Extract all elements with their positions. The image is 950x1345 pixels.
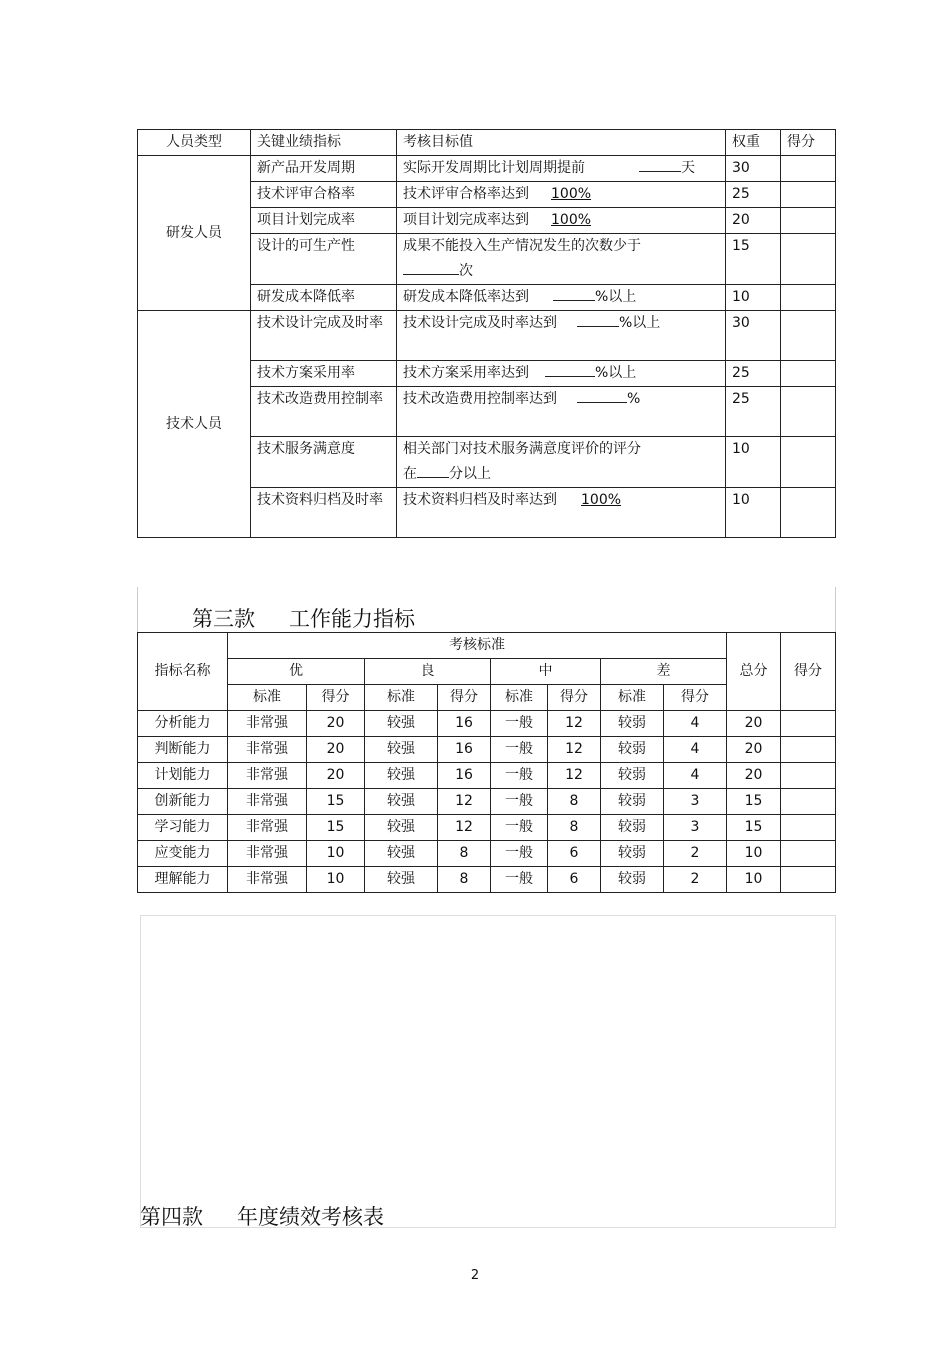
score-cell xyxy=(781,361,836,387)
score-cell xyxy=(781,437,836,488)
kpi-cell: 技术服务满意度 xyxy=(251,437,397,488)
sub-header: 标准 xyxy=(228,685,307,711)
kpi-cell: 技术资料归档及时率 xyxy=(251,488,397,538)
points-cell: 2 xyxy=(664,841,727,867)
page-number: 2 xyxy=(470,1268,480,1283)
standard-cell: 一般 xyxy=(491,711,548,737)
points-cell: 20 xyxy=(307,737,365,763)
header-cell: 关键业绩指标 xyxy=(251,130,397,156)
weight-cell: 10 xyxy=(726,285,781,311)
section3-heading: 第三款 工作能力指标 xyxy=(192,607,415,631)
ability-body xyxy=(138,711,836,893)
weight-cell: 25 xyxy=(726,361,781,387)
section4-heading: 第四款 年度绩效考核表 xyxy=(140,1205,384,1229)
points-cell: 15 xyxy=(307,815,365,841)
score-cell xyxy=(781,763,836,789)
standard-cell: 一般 xyxy=(491,815,548,841)
points-cell: 16 xyxy=(438,737,491,763)
points-cell: 10 xyxy=(307,867,365,893)
weight-cell: 20 xyxy=(726,208,781,234)
weight-cell: 10 xyxy=(726,488,781,538)
target-cell: 技术方案采用率达到 %以上 xyxy=(397,361,726,387)
score-cell xyxy=(781,234,836,285)
standard-cell: 一般 xyxy=(491,763,548,789)
standard-cell: 一般 xyxy=(491,789,548,815)
ability-name-cell: 分析能力 xyxy=(138,711,228,737)
sub-header: 标准 xyxy=(601,685,664,711)
standard-cell: 非常强 xyxy=(228,711,307,737)
standard-cell: 较强 xyxy=(365,815,438,841)
header-cell: 指标名称 xyxy=(138,633,228,711)
sub-header: 标准 xyxy=(491,685,548,711)
table-row xyxy=(138,737,836,763)
kpi-cell: 项目计划完成率 xyxy=(251,208,397,234)
standard-cell: 非常强 xyxy=(228,815,307,841)
points-cell: 8 xyxy=(548,815,601,841)
points-cell: 12 xyxy=(438,789,491,815)
target-cell: 技术改造费用控制率达到 % xyxy=(397,387,726,437)
ability-name-cell: 判断能力 xyxy=(138,737,228,763)
standard-cell: 较强 xyxy=(365,789,438,815)
sub-header: 得分 xyxy=(664,685,727,711)
sub-header: 得分 xyxy=(307,685,365,711)
score-cell xyxy=(781,789,836,815)
ability-name-cell: 学习能力 xyxy=(138,815,228,841)
standard-cell: 较强 xyxy=(365,763,438,789)
points-cell: 8 xyxy=(438,867,491,893)
section-frame xyxy=(140,915,836,1228)
header-cell: 考核标准 xyxy=(228,633,727,659)
standard-cell: 较强 xyxy=(365,737,438,763)
score-cell xyxy=(781,182,836,208)
points-cell: 12 xyxy=(548,737,601,763)
total-cell: 10 xyxy=(727,841,781,867)
points-cell: 3 xyxy=(664,789,727,815)
standard-cell: 一般 xyxy=(491,867,548,893)
points-cell: 4 xyxy=(664,737,727,763)
header-cell: 考核目标值 xyxy=(397,130,726,156)
target-cell: 技术评审合格率达到 100% xyxy=(397,182,726,208)
points-cell: 12 xyxy=(438,815,491,841)
target-cell: 成果不能投入生产情况发生的次数少于 次 xyxy=(397,234,726,285)
header-cell: 总分 xyxy=(727,633,781,711)
kpi-cell: 新产品开发周期 xyxy=(251,156,397,182)
kpi-cell: 技术评审合格率 xyxy=(251,182,397,208)
table-row xyxy=(138,841,836,867)
ability-name-cell: 应变能力 xyxy=(138,841,228,867)
target-cell: 项目计划完成率达到 100% xyxy=(397,208,726,234)
points-cell: 3 xyxy=(664,815,727,841)
target-cell: 相关部门对技术服务满意度评价的评分 在 分以上 xyxy=(397,437,726,488)
kpi-cell: 设计的可生产性 xyxy=(251,234,397,285)
table-row xyxy=(138,711,836,737)
score-cell xyxy=(781,488,836,538)
score-cell xyxy=(781,711,836,737)
score-cell xyxy=(781,737,836,763)
standard-cell: 较强 xyxy=(365,841,438,867)
points-cell: 6 xyxy=(548,867,601,893)
table-row xyxy=(138,311,836,361)
kpi-cell: 技术改造费用控制率 xyxy=(251,387,397,437)
header-cell: 得分 xyxy=(781,633,836,711)
points-cell: 8 xyxy=(548,789,601,815)
score-cell xyxy=(781,311,836,361)
points-cell: 16 xyxy=(438,763,491,789)
standard-cell: 较弱 xyxy=(601,737,664,763)
points-cell: 15 xyxy=(307,789,365,815)
weight-cell: 25 xyxy=(726,182,781,208)
standard-cell: 较弱 xyxy=(601,867,664,893)
target-cell: 技术设计完成及时率达到 %以上 xyxy=(397,311,726,361)
score-cell xyxy=(781,285,836,311)
kpi-header-row xyxy=(138,130,836,156)
total-cell: 20 xyxy=(727,711,781,737)
total-cell: 15 xyxy=(727,815,781,841)
table-row xyxy=(138,815,836,841)
total-cell: 20 xyxy=(727,763,781,789)
total-cell: 10 xyxy=(727,867,781,893)
ability-name-cell: 创新能力 xyxy=(138,789,228,815)
weight-cell: 30 xyxy=(726,311,781,361)
kpi-cell: 技术方案采用率 xyxy=(251,361,397,387)
header-cell: 得分 xyxy=(781,130,836,156)
points-cell: 6 xyxy=(548,841,601,867)
standard-cell: 较弱 xyxy=(601,815,664,841)
score-cell xyxy=(781,841,836,867)
standard-cell: 较弱 xyxy=(601,711,664,737)
weight-cell: 30 xyxy=(726,156,781,182)
sub-header: 得分 xyxy=(438,685,491,711)
header-cell: 人员类型 xyxy=(138,130,251,156)
table-row xyxy=(138,789,836,815)
standard-cell: 非常强 xyxy=(228,763,307,789)
level-cell: 良 xyxy=(365,659,491,685)
kpi-cell: 技术设计完成及时率 xyxy=(251,311,397,361)
points-cell: 12 xyxy=(548,711,601,737)
target-cell: 实际开发周期比计划周期提前 天 xyxy=(397,156,726,182)
ability-table xyxy=(137,632,836,893)
score-cell xyxy=(781,867,836,893)
standard-cell: 较弱 xyxy=(601,763,664,789)
standard-cell: 较弱 xyxy=(601,789,664,815)
level-cell: 差 xyxy=(601,659,727,685)
staff-type-cell: 技术人员 xyxy=(138,311,251,538)
target-cell: 技术资料归档及时率达到 100% xyxy=(397,488,726,538)
standard-cell: 较弱 xyxy=(601,841,664,867)
sub-header: 得分 xyxy=(548,685,601,711)
points-cell: 16 xyxy=(438,711,491,737)
standard-cell: 非常强 xyxy=(228,841,307,867)
total-cell: 15 xyxy=(727,789,781,815)
staff-type-cell: 研发人员 xyxy=(138,156,251,311)
target-cell: 研发成本降低率达到 %以上 xyxy=(397,285,726,311)
points-cell: 2 xyxy=(664,867,727,893)
weight-cell: 10 xyxy=(726,437,781,488)
table-row xyxy=(138,156,836,182)
standard-cell: 较强 xyxy=(365,867,438,893)
ability-header-row xyxy=(138,633,836,659)
total-cell: 20 xyxy=(727,737,781,763)
kpi-table xyxy=(137,129,836,538)
standard-cell: 一般 xyxy=(491,841,548,867)
weight-cell: 25 xyxy=(726,387,781,437)
level-cell: 优 xyxy=(228,659,365,685)
points-cell: 8 xyxy=(438,841,491,867)
weight-cell: 15 xyxy=(726,234,781,285)
points-cell: 10 xyxy=(307,841,365,867)
ability-name-cell: 理解能力 xyxy=(138,867,228,893)
table-row xyxy=(138,867,836,893)
header-cell: 权重 xyxy=(726,130,781,156)
score-cell xyxy=(781,208,836,234)
standard-cell: 非常强 xyxy=(228,737,307,763)
points-cell: 4 xyxy=(664,711,727,737)
ability-name-cell: 计划能力 xyxy=(138,763,228,789)
standard-cell: 非常强 xyxy=(228,867,307,893)
score-cell xyxy=(781,156,836,182)
score-cell xyxy=(781,815,836,841)
sub-header: 标准 xyxy=(365,685,438,711)
level-cell: 中 xyxy=(491,659,601,685)
points-cell: 20 xyxy=(307,763,365,789)
score-cell xyxy=(781,387,836,437)
table-row xyxy=(138,763,836,789)
standard-cell: 一般 xyxy=(491,737,548,763)
points-cell: 20 xyxy=(307,711,365,737)
kpi-cell: 研发成本降低率 xyxy=(251,285,397,311)
standard-cell: 较强 xyxy=(365,711,438,737)
points-cell: 4 xyxy=(664,763,727,789)
points-cell: 12 xyxy=(548,763,601,789)
standard-cell: 非常强 xyxy=(228,789,307,815)
